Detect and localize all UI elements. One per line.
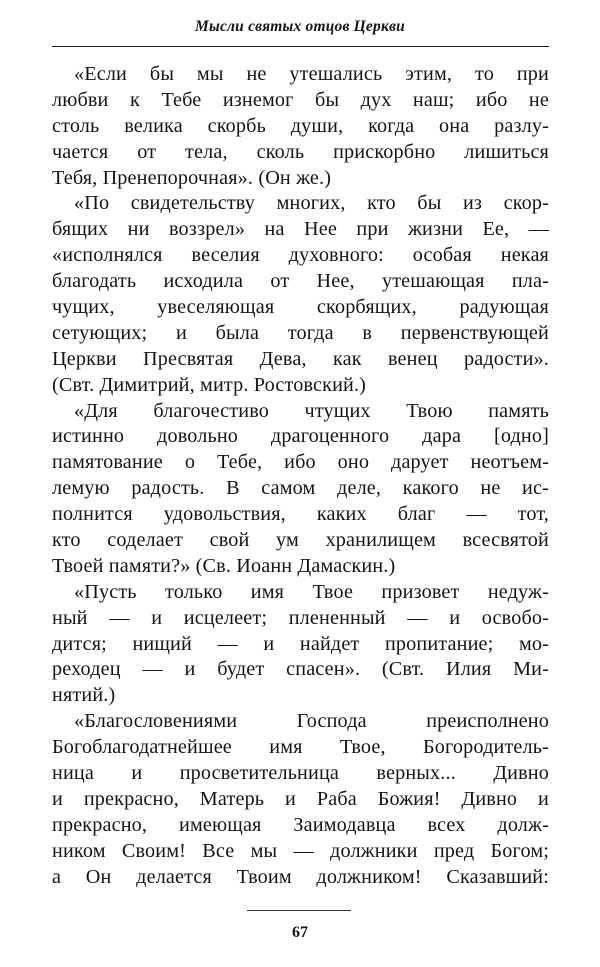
text-line: «исполнялся веселия духовного: особая некая [52,244,549,267]
text-line: «Для благочестиво чтущих Твою память [74,399,549,422]
paragraph-4 [52,580,549,709]
text-line: а Он делается Твоим должником! Сказавший: [52,865,549,888]
text-line: ница и просветительница верных... Дивно [52,762,549,785]
text-line: и прекрасно, Матерь и Раба Божия! Дивно и [52,787,549,810]
text-line: сетующих; и была тогда в первенствующей [52,321,549,344]
text-line: реходец — и будет спасен». (Свт. Илия Ми- [52,658,549,681]
text-line: памятование о Тебе, ибо оно дарует неотъем- [52,451,549,474]
text-line: благодать исходила от Нее, утешающая пла- [52,270,549,293]
text-line: чается от тела, сколь прискорбно лишиться [52,140,549,163]
text-line: полнится удовольствия, каких благ — тот, [52,503,549,526]
paragraph-3 [52,399,549,580]
text-line: чущих, увеселяющая скорбящих, радующая [52,296,549,319]
text-line: нятий.) [52,684,116,707]
footer-rule [247,910,351,911]
text-line: «Пусть только имя Твое призовет недуж- [74,580,549,603]
text-line: Тебя, Пренепорочная». (Он же.) [52,166,332,189]
page-number: 67 [292,924,308,941]
header-rule [52,46,549,47]
text-line: любви к Тебе изнемог бы дух наш; ибо не [52,88,549,111]
text-line: истинно довольно драгоценного дара [одно] [52,425,549,448]
text-line: (Свт. Димитрий, митр. Ростовский.) [52,373,367,396]
text-line: столь велика скорбь души, когда она разлу- [52,114,549,137]
text-line: Церкви Пресвятая Дева, как венец радости». [52,347,549,370]
text-line: лемую радость. В самом деле, какого не ис- [52,477,549,500]
paragraph-2 [52,191,549,398]
text-line: кто соделает свой ум хранилищем всесвятой [52,529,549,552]
text-line: Твоей памяти?» (Св. Иоанн Дамаскин.) [52,554,396,577]
text-line: бящих ни воззрел» на Нее при жизни Ее, — [52,218,549,241]
text-line: «По свидетельству многих, кто бы из скор- [74,192,549,215]
running-head: Мысли святых отцов Церкви [195,18,405,35]
text-line: «Если бы мы не утешались этим, то при [74,63,549,85]
text-line: дится; нищий — и найдет пропитание; мо- [52,632,549,655]
text-line: ником Своим! Все мы — должники пред Богом; [52,839,549,862]
text-line: Богоблагодатнейшее имя Твое, Богородитель- [52,736,549,759]
paragraph-1 [52,62,549,191]
paragraph-5 [52,709,549,890]
text-line: прекрасно, имеющая Заимодавца всех долж- [52,813,549,836]
text-line: ный — и исцелеет; плененный — и освобо- [52,606,549,629]
body-text [52,62,549,891]
text-line: «Благословениями Господа преисполнено [74,710,549,733]
